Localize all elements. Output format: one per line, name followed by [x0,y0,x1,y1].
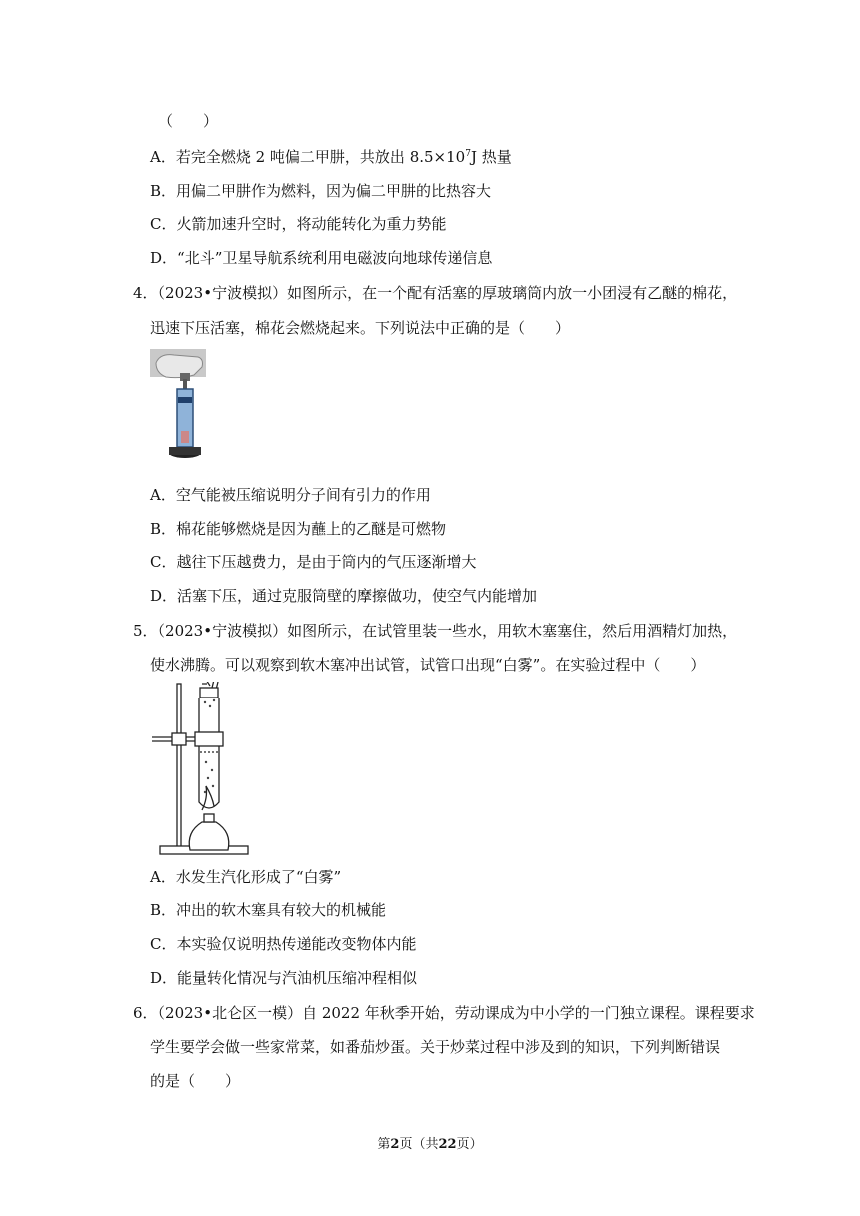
option-text: 火箭加速升空时，将动能转化为重力势能 [176,215,447,233]
option-letter: D． [150,587,178,605]
q3-option-d [150,248,492,268]
q5-option-d [150,968,417,988]
option-letter: A． [150,868,176,886]
piston-cylinder-figure [150,349,208,467]
answer-paren: （ ） [158,112,219,130]
footer-mid: 页（共 [399,1137,439,1152]
cork-stopper [200,688,218,698]
cylinder-foot [169,447,201,455]
question-source: （2023•宁波模拟） [157,622,288,640]
alcohol-lamp [189,822,229,850]
option-text: 本实验仅说明热传递能改变物体内能 [176,935,417,953]
page-total: 22 [438,1137,457,1152]
q4-option-d [150,586,537,606]
option-letter: B． [150,520,177,538]
boss-head [172,733,186,745]
page-footer [0,1136,860,1154]
q4-option-a [150,485,431,505]
clamp-jaw [195,732,223,746]
exponent: 7 [465,149,471,159]
question-5-stem [133,621,737,641]
q4-option-c [150,552,477,572]
q5-option-b [150,900,386,920]
test-tube-apparatus-figure [150,682,250,857]
question-4-stem-cont: 迅速下压活塞，棉花会燃烧起来。下列说法中正确的是（ ） [150,319,571,337]
option-text: 若完全燃烧 2 吨偏二甲肼，共放出 8.5×10 [175,148,466,166]
footer-post: 页） [456,1137,483,1152]
page-number: 2 [390,1137,400,1152]
option-letter: C． [150,935,177,953]
question-number: 5． [133,622,158,640]
q4-option-b [150,519,446,539]
piston [178,397,192,403]
option-letter: D． [150,969,178,987]
q3-option-b [150,181,491,201]
option-text: 越往下压越费力，是由于筒内的气压逐渐增大 [176,553,477,571]
q3-option-c [150,214,447,234]
question-number: 6． [133,1004,158,1022]
question-text: 如图所示，在试管里装一些水，用软木塞塞住，然后用酒精灯加热， [287,622,738,640]
option-text: 棉花能够燃烧是因为蘸上的乙醚是可燃物 [176,520,447,538]
question-text: 自 2022 年秋季开始，劳动课成为中小学的一门独立课程。课程要求 [302,1004,755,1022]
option-text: 空气能被压缩说明分子间有引力的作用 [175,486,431,504]
stand-rod [177,684,181,852]
option-text: 用偏二甲肼作为燃料，因为偏二甲肼的比热容大 [176,182,492,200]
question-4-stem [133,283,737,303]
option-text: “北斗”卫星导航系统利用电磁波向地球传递信息 [177,249,493,267]
question-5-stem-cont: 使水沸腾。可以观察到软木塞冲出试管，试管口出现“白雾”。在实验过程中（ ） [150,656,706,674]
option-letter: A． [150,486,176,504]
option-letter: C． [150,215,177,233]
option-letter: B． [150,901,177,919]
question-number: 4． [133,284,158,302]
cotton-wad [181,431,189,443]
option-text: 能量转化情况与汽油机压缩冲程相似 [177,969,418,987]
question-6-stem-cont: 学生要学会做一些家常菜，如番茄炒蛋。关于炒菜过程中涉及到的知识，下列判断错误 [150,1038,721,1056]
question-6-stem [133,1003,755,1023]
option-letter: D． [150,249,178,267]
option-letter: C． [150,553,177,571]
question-source: （2023•宁波模拟） [157,284,288,302]
option-letter: B． [150,182,177,200]
option-text-tail: J 热量 [470,148,512,166]
option-letter: A． [150,148,176,166]
question-source: （2023•北仑区一模） [157,1004,303,1022]
q3-option-a [150,147,512,167]
question-text: 如图所示，在一个配有活塞的厚玻璃筒内放一小团浸有乙醚的棉花， [287,284,738,302]
footer-pre: 第 [377,1137,391,1152]
q5-option-c [150,934,417,954]
option-text: 水发生汽化形成了“白雾” [175,868,342,886]
option-text: 活塞下压，通过克服筒壁的摩擦做功，使空气内能增加 [177,587,538,605]
question-6-stem-cont-2: 的是（ ） [150,1072,241,1090]
option-text: 冲出的软木塞具有较大的机械能 [176,901,387,919]
q5-option-a [150,867,341,887]
lamp-wick-holder [204,814,214,822]
